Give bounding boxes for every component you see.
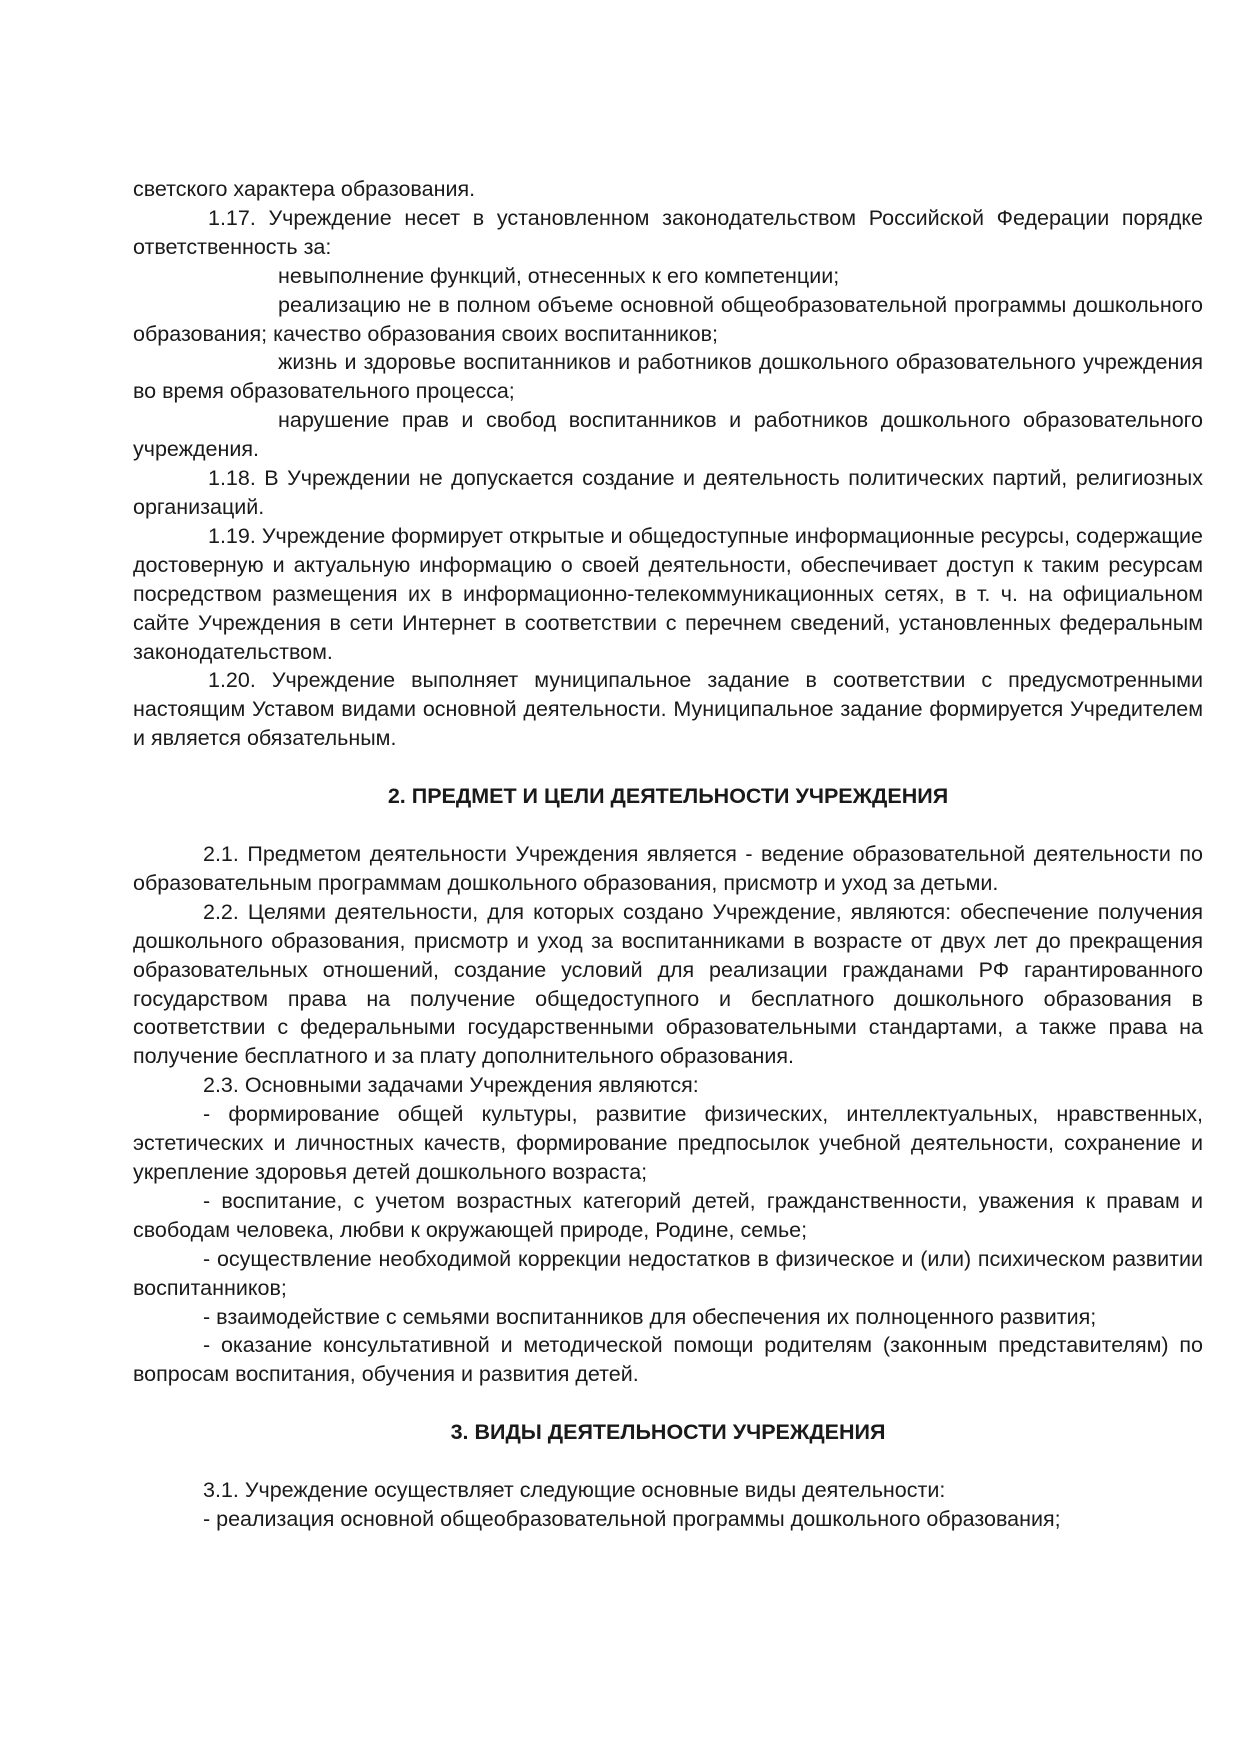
section-2-body [133,840,1203,1389]
paragraph: невыполнение функций, отнесенных к его компетенции; [278,263,840,288]
document-page [133,175,1203,1534]
section-1-continuation [133,175,1203,753]
paragraph: 2.1. Предметом деятельности Учреждения является - ведение образовательной деятельности по образовательным программам дошкольного образования, присмотр и уход за детьми. [133,842,1203,895]
paragraph: 1.17. Учреждение несет в установленном законодательством Российской Федерации порядке ответственность за: [133,205,1203,259]
paragraph: 1.20. Учреждение выполняет муниципальное задание в соответствии с предусмотренными настоящим Уставом видами основной деятельности. Муниципальное задание формируется Учредителем и является обязательным. [133,668,1203,751]
paragraph: 1.18. В Учреждении не допускается создание и деятельность политических партий, религиозных организаций. [133,466,1203,519]
paragraph: нарушение прав и свобод воспитанников и работников дошкольного образовательного учреждения. [133,408,1203,462]
paragraph: жизнь и здоровье воспитанников и работников дошкольного образовательного учреждения во время образовательного процесса; [133,350,1203,404]
section-3-body [133,1476,1203,1534]
paragraph: - оказание консультативной и методической помощи родителям (законным представителям) по вопросам воспитания, обучения и развития детей. [133,1333,1203,1387]
paragraph: светского характера образования. [133,177,476,201]
paragraph: 2.2. Целями деятельности, для которых создано Учреждение, являются: обеспечение получения дошкольного образования, присмотр и уход за воспитанниками в возрасте от двух лет до прекращения образовательных отношений, создание условий для реализации гражданами РФ гарантированного государством права на получение общедоступного и бесплатного дошкольного образования в соответствии с федеральными государственными образовательными стандартами, а также права на получение бесплатного и за плату дополнительного образования. [133,899,1203,1069]
paragraph: реализацию не в полном объеме основной общеобразовательной программы дошкольного образования; качество образования своих воспитанников; [133,292,1203,346]
paragraph: 3.1. Учреждение осуществляет следующие основные виды деятельности: [203,1478,946,1503]
paragraph: - реализация основной общеобразовательной программы дошкольного образования; [203,1507,1061,1532]
section-3-heading: 3. ВИДЫ ДЕЯТЕЛЬНОСТИ УЧРЕЖДЕНИЯ [450,1420,886,1445]
paragraph: 2.3. Основными задачами Учреждения являются: [203,1073,699,1098]
section-2-heading: 2. ПРЕДМЕТ И ЦЕЛИ ДЕЯТЕЛЬНОСТИ УЧРЕЖДЕНИЯ [387,784,949,809]
paragraph: - осуществление необходимой коррекции недостатков в физическое и (или) психическом развитии воспитанников; [133,1246,1203,1300]
paragraph: - воспитание, с учетом возрастных категорий детей, гражданственности, уважения к правам и свободам человека, любви к окружающей природе, Родине, семье; [133,1188,1203,1242]
paragraph: 1.19. Учреждение формирует открытые и общедоступные информационные ресурсы, содержащие достоверную и актуальную информацию о своей деятельности, обеспечивает доступ к таким ресурсам посредством размещения их в информационно-телекоммуникационных сетях, в т. ч. на официальном сайте Учреждения в сети Интернет в соответствии с перечнем сведений, установленных федеральным законодательством. [133,523,1203,664]
paragraph: - формирование общей культуры, развитие физических, интеллектуальных, нравственных, эстетических и личностных качеств, формирование предпосылок учебной деятельности, сохранение и укрепление здоровья детей дошкольного возраста; [133,1102,1203,1184]
paragraph: - взаимодействие с семьями воспитанников для обеспечения их полноценного развития; [203,1304,1097,1329]
